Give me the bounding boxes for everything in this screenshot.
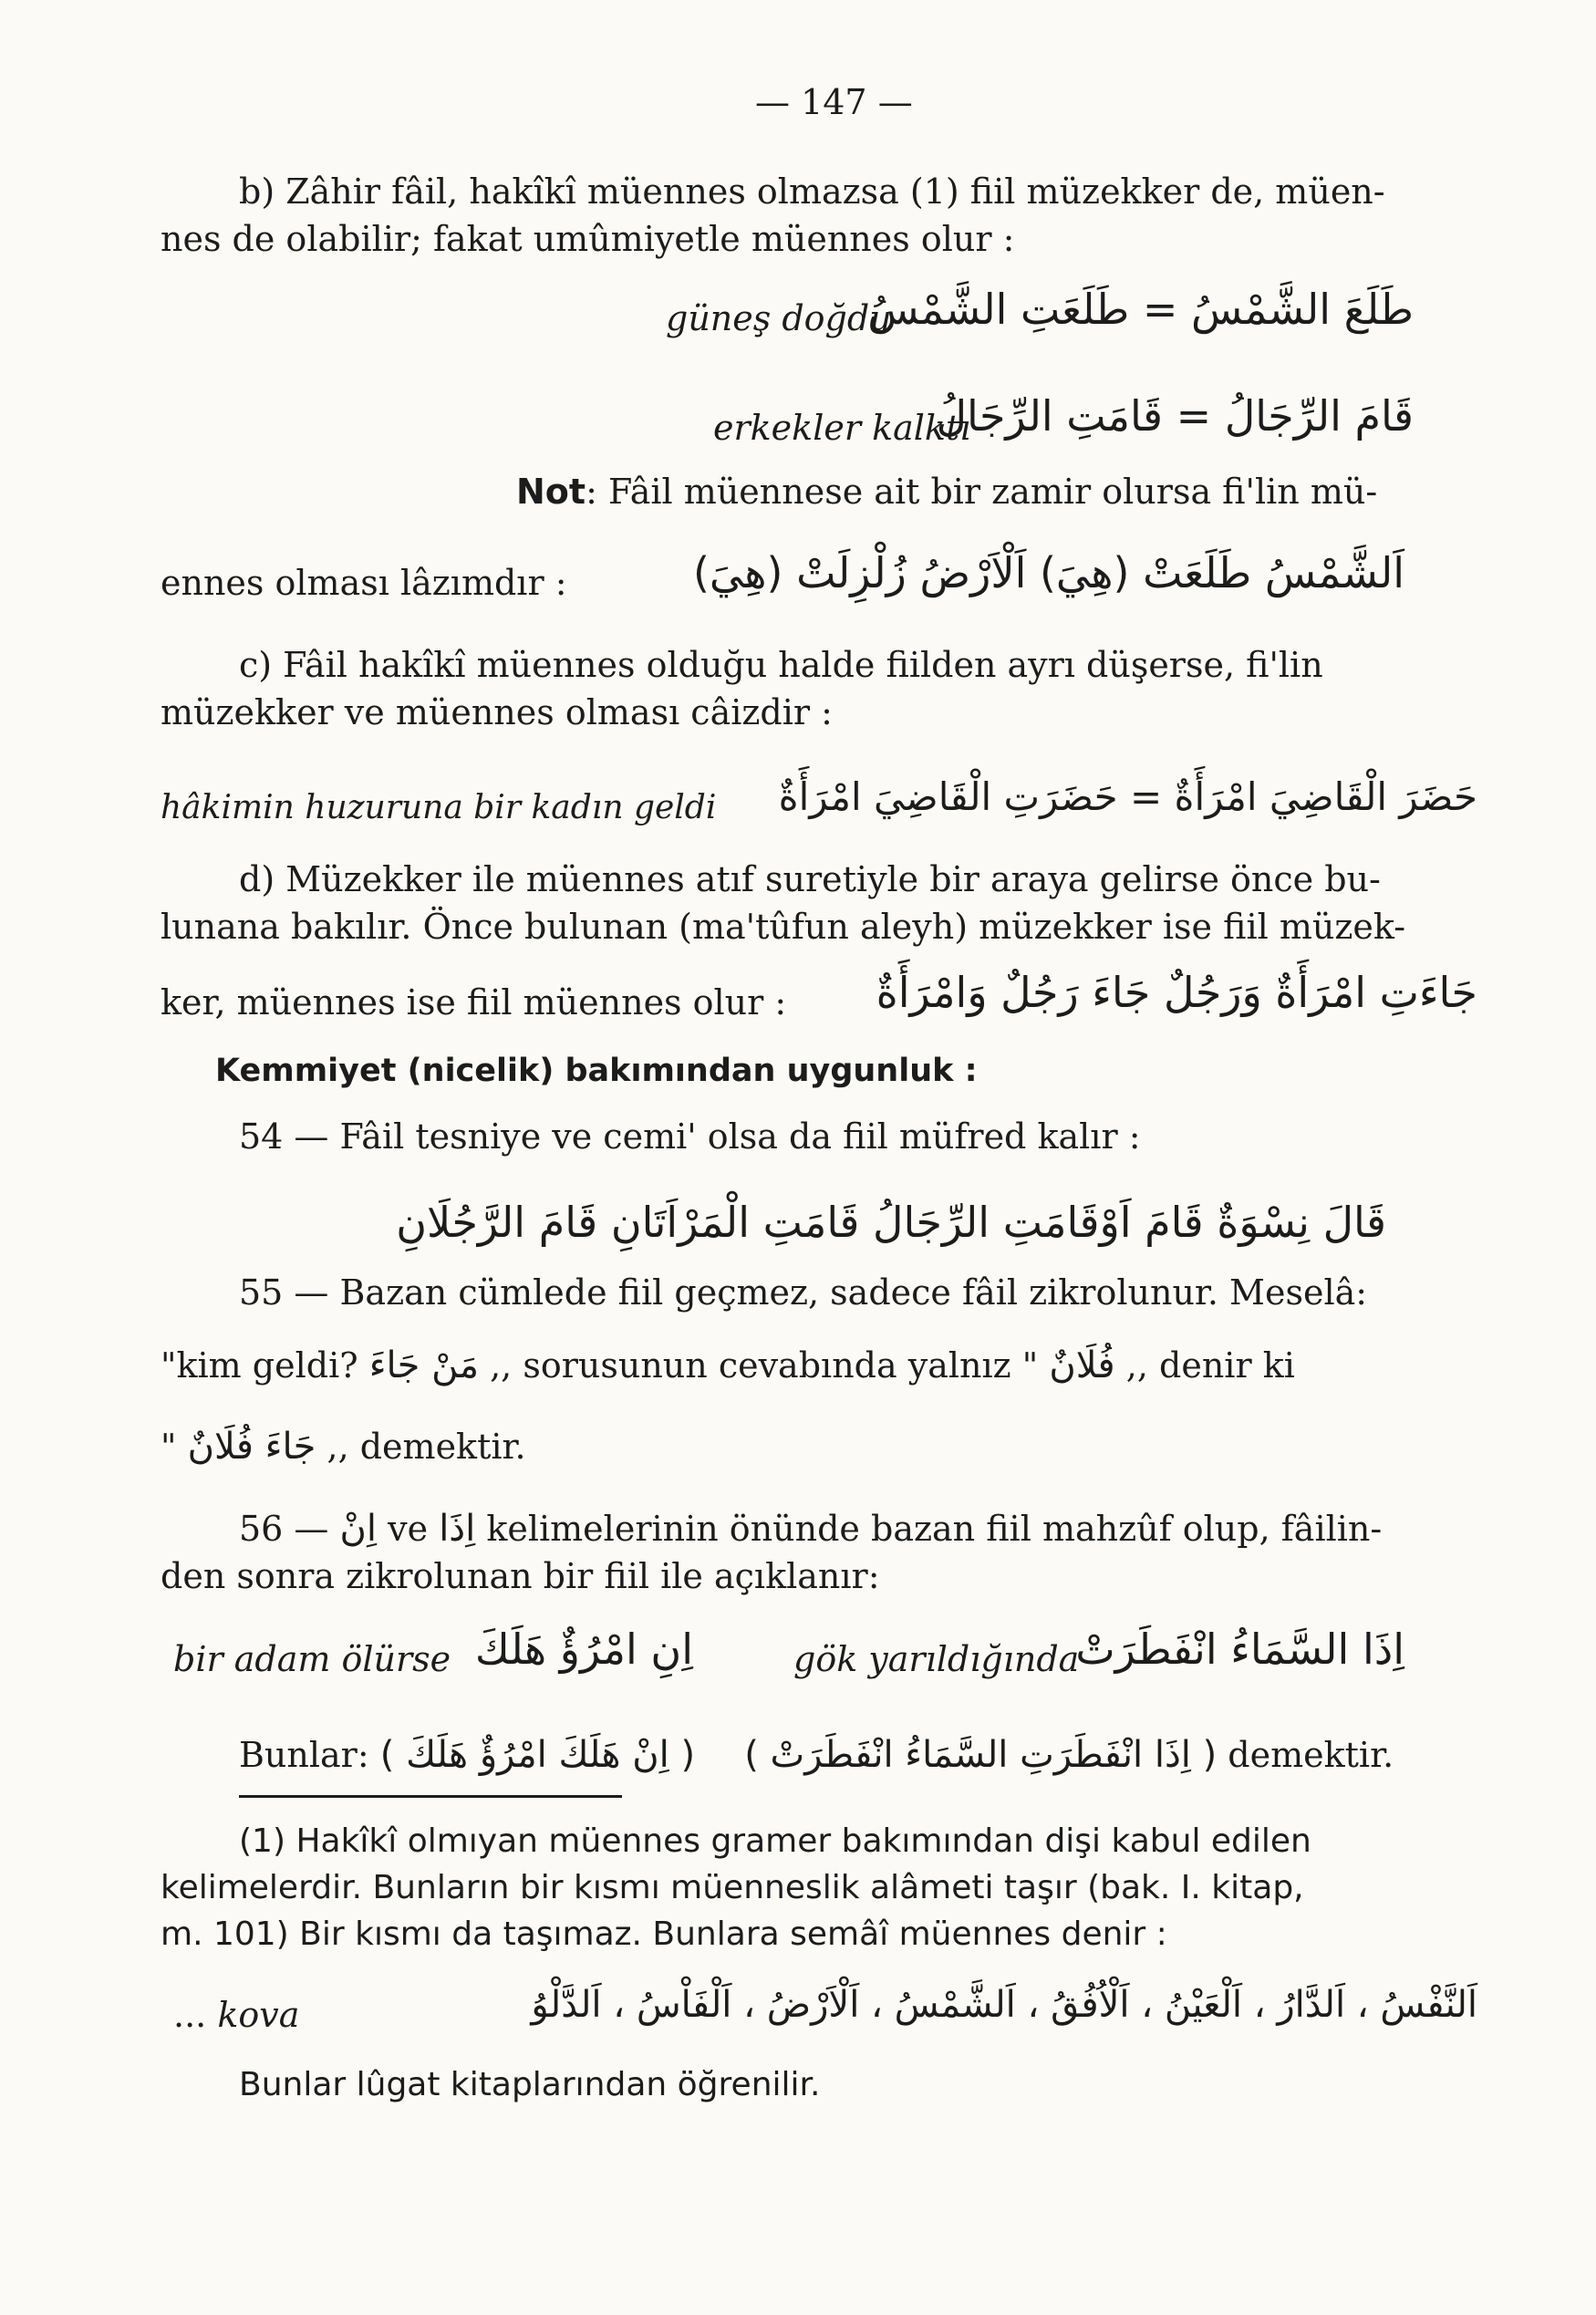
example-56a-arabic: اِنِ امْرُؤٌ هَلَكَ: [474, 1625, 693, 1674]
bunlar-arabic-2: ( اِذَا انْفَطَرَتِ السَّمَاءُ انْفَطَرَتْ ): [744, 1734, 1218, 1776]
example-56b-turkish: gök yarıldığında: [793, 1639, 1080, 1679]
example-56b-arabic: اِذَا السَّمَاءُ انْفَطَرَتْ: [1075, 1625, 1404, 1674]
item-55-arabic-jaa-fulan: جَاءَ فُلَانٌ: [187, 1426, 316, 1468]
footnote-arabic-list: اَلنَّفْسُ ، اَلدَّارُ ، اَلْعَيْنُ ، اَلْاُفُقُ ، اَلشَّمْسُ ، اَلْاَرْضُ ، اَلْفَاْسُ ، اَلدَّلْوُ: [531, 1984, 1477, 2026]
footnote-line-2: kelimelerdir. Bunların bir kısmı müenneslik alâmeti taşır (bak. I. kitap,: [161, 1869, 1304, 1906]
item-55-line-1: 55 — Bazan cümlede fiil geçmez, sadece fâil zikrolunur. Meselâ:: [239, 1272, 1368, 1313]
example-b1-turkish: güneş doğdu: [666, 298, 892, 338]
section-d-line-2: lunana bakılır. Önce bulunan (ma'tûfun aleyh) müzekker ise fiil müzek-: [161, 907, 1406, 947]
note-arabic-examples: اَلشَّمْسُ طَلَعَتْ (هِيَ) اَلْاَرْضُ زُلْزِلَتْ (هِيَ): [692, 548, 1404, 597]
section-b-line-1: b) Zâhir fâil, hakîkî müennes olmazsa (1) fiil müzekker de, müen-: [239, 171, 1385, 212]
item-56-line-1: [239, 1507, 1382, 1551]
item-55-arabic-fulan: فُلَانٌ: [1049, 1344, 1115, 1386]
item-56-bunlar-line: [239, 1733, 1394, 1777]
example-c-arabic: حَضَرَ الْقَاضِيَ امْرَأَةٌ = حَضَرَتِ الْقَاضِيَ امْرَأَةٌ: [778, 774, 1477, 819]
section-c-line-1: c) Fâil hakîkî müennes olduğu halde fiilden ayrı düşerse, fi'lin: [239, 645, 1323, 685]
item-56-arabic-iza: اِذَا: [439, 1508, 476, 1550]
item-55-line-2: [161, 1344, 1295, 1387]
section-d-line-1: d) Müzekker ile müennes atıf suretiyle bir araya gelirse önce bu-: [239, 859, 1381, 899]
footnote-line-3: m. 101) Bir kısmı da taşımaz. Bunlara semâî müennes denir :: [161, 1915, 1167, 1953]
note-line-1: [516, 470, 1377, 514]
item-54-arabic: قَالَ نِسْوَةٌ قَامَ اَوْقَامَتِ الرِّجَالُ قَامَتِ الْمَرْاَتَانِ قَامَ الرَّجُلَانِ: [396, 1198, 1386, 1247]
example-d-arabic: جَاءَتِ امْرَأَةٌ وَرَجُلٌ جَاءَ رَجُلٌ وَامْرَأَةٌ: [876, 968, 1477, 1017]
item-55-line-3: [161, 1425, 526, 1469]
example-b2-arabic: قَامَ الرِّجَالُ = قَامَتِ الرِّجَالُ: [936, 391, 1414, 441]
item-55-quote-a: "kim geldi?: [161, 1345, 358, 1386]
item-56-arabic-in: اِنْ: [339, 1508, 378, 1550]
item-55-quote-b: ,, sorusunun cevabında yalnız ": [490, 1345, 1039, 1386]
item-55-demektir: ,, demektir.: [326, 1427, 526, 1467]
note-line-2: ennes olması lâzımdır :: [161, 563, 567, 603]
footnote-kova: kova: [217, 1995, 300, 2035]
footnote-ellipsis: ...: [173, 1995, 207, 2035]
bunlar-demektir: demektir.: [1228, 1735, 1394, 1775]
footnote-separator: [239, 1795, 622, 1798]
example-56a-turkish: bir adam ölürse: [173, 1639, 451, 1679]
note-text: : Fâil müennese ait bir zamir olursa fi'lin mü-: [586, 472, 1378, 512]
item-56-text: kelimelerinin önünde bazan fiil mahzûf olup, fâilin-: [486, 1509, 1383, 1549]
example-b1-arabic: طَلَعَ الشَّمْسُ = طَلَعَتِ الشَّمْسُ: [867, 285, 1414, 334]
bunlar-arabic-1: ( اِنْ هَلَكَ امْرُؤٌ هَلَكَ ): [379, 1734, 696, 1776]
item-55-quote-c: ,, denir ki: [1125, 1345, 1295, 1386]
footnote-example-prefix: [173, 1993, 299, 2037]
item-56-ve: ve: [388, 1509, 429, 1549]
section-d-line-3: ker, müennes ise fiil müennes olur :: [161, 982, 787, 1023]
kemmiyet-heading: Kemmiyet (nicelik) bakımından uygunluk :: [215, 1053, 978, 1089]
example-c-turkish: hâkimin huzuruna bir kadın geldi: [161, 789, 717, 826]
note-label: Not: [516, 472, 586, 512]
example-b2-turkish: erkekler kalktı: [713, 408, 971, 448]
page-number: — 147 —: [755, 82, 913, 122]
item-56-line-2: den sonra zikrolunan bir fiil ile açıklanır:: [161, 1556, 880, 1596]
item-56-number: 56 —: [239, 1509, 329, 1549]
section-c-line-2: müzekker ve müennes olması câizdir :: [161, 692, 833, 732]
bunlar-label: Bunlar:: [239, 1735, 369, 1775]
item-54-text: 54 — Fâil tesniye ve cemi' olsa da fiil müfred kalır :: [239, 1116, 1141, 1157]
section-b-line-2: nes de olabilir; fakat umûmiyetle müennes olur :: [161, 219, 1015, 259]
item-55-arabic-man-jaa: مَنْ جَاءَ: [368, 1344, 479, 1386]
footnote-line-1: (1) Hakîkî olmıyan müennes gramer bakımından dişi kabul edilen: [239, 1822, 1311, 1860]
item-55-quote-open: ": [161, 1427, 177, 1467]
footnote-last-line: Bunlar lûgat kitaplarından öğrenilir.: [239, 2066, 821, 2103]
